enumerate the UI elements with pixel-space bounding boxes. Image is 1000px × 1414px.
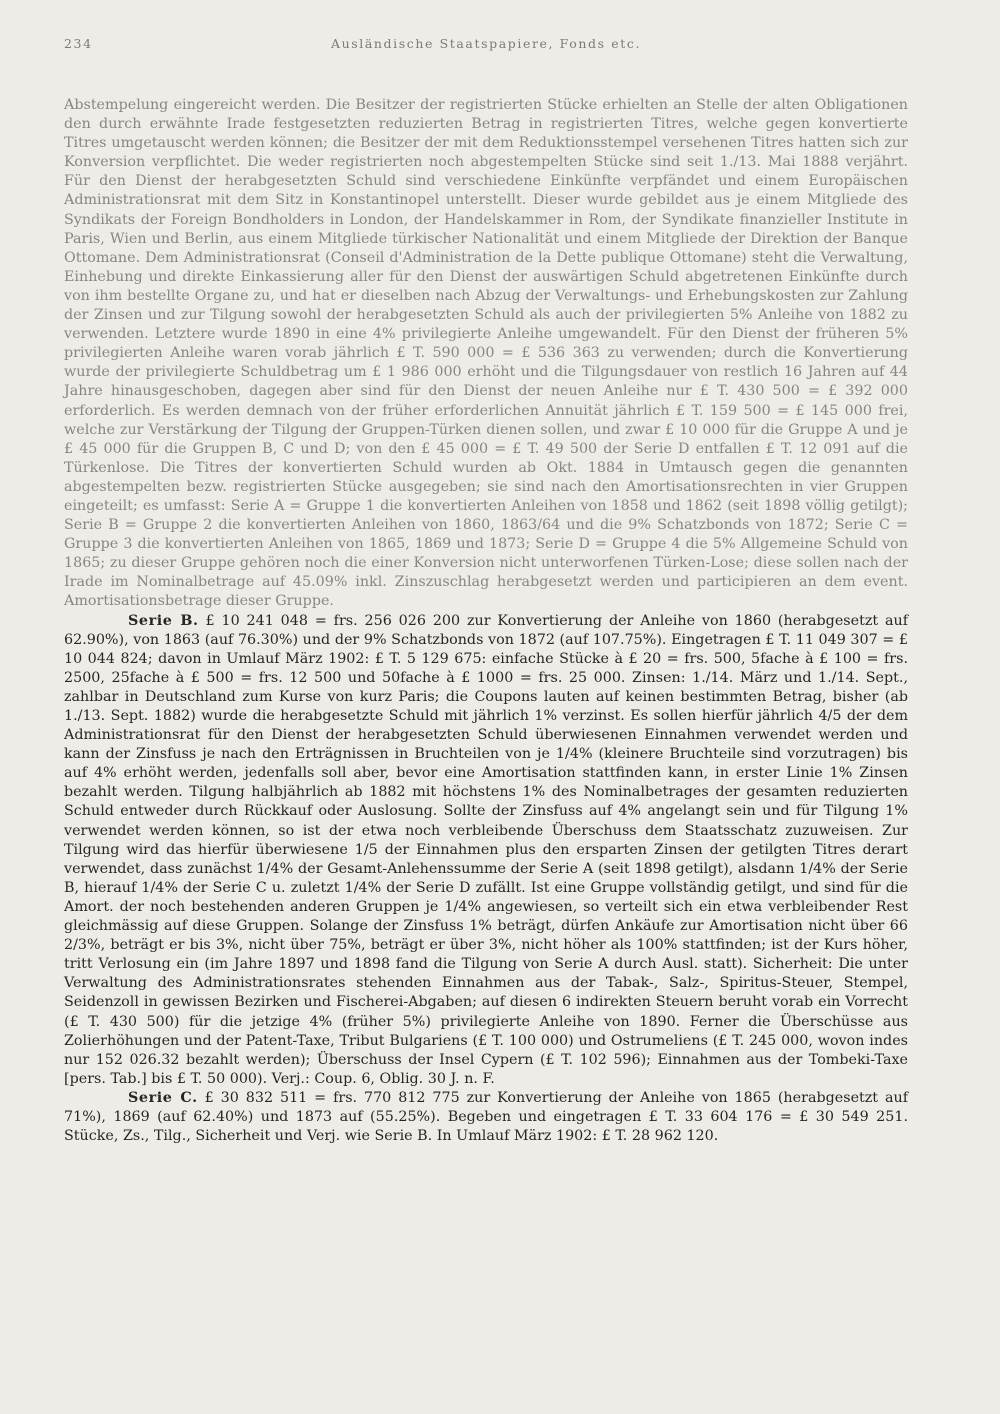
intro-paragraph: Abstempelung eingereicht werden. Die Besitzer der registrierten Stücke erhielten an Stelle der alten Obligationen den durch erwähnte Irade festgesetzten reduzierten Betrag in registrierten Titres, welche gegen konvertierte Titres umgetauscht werden können; die Besitzer der mit dem Reduktionsstempel versehenen Titres hatten sich zur Konversion verpflichtet. Die weder registrierten noch abgestempelten Stücke sind seit 1./13. Mai 1888 verjährt. Für den Dienst der herabgesetzten Schuld sind verschiedene Einkünfte verpfändet und einem Europäischen Administrationsrat mit dem Sitz in Konstantinopel unterstellt. Dieser wurde gebildet aus je einem Mitgliede des Syndikats der Foreign Bondholders in London, der Handelskammer in Rom, der Syndikate finanzieller Institute in Paris, Wien und Berlin, aus einem Mitgliede türkischer Nationalität und einem Mitgliede der Direktion der Banque Ottomane. Dem Administrationsrat (Conseil d'Administration de la Dette publique Ottomane) steht die Verwaltung, Einhebung und direkte Einkassierung aller für den Dienst der auswärtigen Schuld abgetretenen Einkünfte durch von ihm bestellte Organe zu, und hat er dieselben nach Abzug der Verwaltungs- und Erhebungskosten zur Zahlung der Zinsen und zur Tilgung sowohl der herabgesetzten Schuld als auch der privilegierten 5% Anleihe von 1882 zu verwenden. Letztere wurde 1890 in eine 4% privilegierte Anleihe umgewandelt. Für den Dienst der früheren 5% privilegierten Anleihe waren vorab jährlich £ T. 590 000 = £ 536 363 zu verwenden; durch die Konvertierung wurde der privilegierte Schuldbetrag um £ 1 986 000 erhöht und die Tilgungsdauer von restlich 16 Jahren auf 44 Jahre hinausgeschoben, dagegen aber sind für den Dienst der neuen Anleihe nur £ T. 430 500 = £ 392 000 erforderlich. Es werden demnach von der früher erforderlichen Annuität jährlich £ T. 159 500 = £ 145 000 frei, welche zur Verstärkung der Tilgung der Gruppen-Türken dienen sollen, und zwar £ 10 000 für die Gruppe A und je £ 45 000 für die Gruppen B, C und D; von den £ 45 000 = £ T. 49 500 der Serie D entfallen £ T. 12 091 auf die Türkenlose. Die Titres der konvertierten Schuld wurden ab Okt. 1884 in Umtausch gegen die genannten abgestempelten bezw. registrierten Stücke ausgegeben; sie sind nach den Amortisationsrechten in vier Gruppen eingeteilt; es umfasst: Serie A = Gruppe 1 die konvertierten Anleihen von 1858 und 1862 (seit 1898 völlig getilgt); Serie B = Gruppe 2 die konvertierten Anleihen von 1860, 1863/64 und die 9% Schatzbonds von 1872; Serie C = Gruppe 3 die konvertierten Anleihen von 1865, 1869 und 1873; Serie D = Gruppe 4 die 5% Allgemeine Schuld von 1865; zu dieser Gruppe gehören noch die einer Konversion nicht unterworfenen Türken-Lose; diese sollen nach der Irade im Nominalbetrage auf 45.09% inkl. Zinszuschlag herabgesetzt werden und participieren an dem event. Amortisationsbetrage dieser Gruppe. — [64, 97, 908, 610]
serie-b-text: £ 10 241 048 = frs. 256 026 200 zur Konvertierung der Anleihe von 1860 (herabgesetzt auf 62.90%), von 1863 (auf 76.30%) und der 9% Schatzbonds von 1872 (auf 107.75%). Eingetragen £ T. 11 049 307 = £ 10 044 824; davon in Umlauf März 1902: £ T. 5 129 675: einfache Stücke à £ 20 = frs. 500, 5fache à £ 100 = frs. 2500, 25fache à £ 500 = frs. 12 500 und 50fache à £ 1000 = frs. 25 000. Zinsen: 1./14. März und 1./14. Sept., zahlbar in Deutschland zum Kurse von kurz Paris; die Coupons lauten auf keinen bestimmten Betrag, bisher (ab 1./13. Sept. 1882) wurde die herabgesetzte Schuld mit jährlich 1% verzinst. Es sollen hierfür jährlich 4/5 der dem Administrationsrat für den Dienst der herabgesetzten Schuld überwiesenen Einnahmen verwendet werden und kann der Zinsfuss je nach den Erträgnissen in Bruchteilen von je 1/4% (kleinere Bruchteile sind vorzutragen) bis auf 4% erhöht werden, jedenfalls soll aber, bevor eine Amortisation stattfinden kann, in erster Linie 1% Zinsen bezahlt werden. Tilgung halbjährlich ab 1882 mit höchstens 1% des Nominalbetrages der gesamten reduzierten Schuld entweder durch Rückkauf oder Auslosung. Sollte der Zinsfuss auf 4% angelangt sein und für Tilgung 1% verwendet werden können, so ist der etwa noch verbleibende Überschuss dem Staatsschatz zuzuweisen. Zur Tilgung wird das hierfür überwiesene 1/5 der Einnahmen plus den ersparten Zinsen der getilgten Titres derart verwendet, dass zunächst 1/4% der Gesamt-Anlehenssumme der Serie A (seit 1898 getilgt), alsdann 1/4% der Serie B, hierauf 1/4% der Serie C u. zuletzt 1/4% der Serie D zufällt. Ist eine Gruppe vollständig getilgt, und sind für die Amort. der noch bestehenden anderen Gruppen je 1/4% angewiesen, so verteilt sich ein etwa verbleibender Rest gleichmässig auf diese Gruppen. Solange der Zinsfuss 1% beträgt, dürfen Ankäufe zur Amortisation nicht über 66 2/3%, beträgt er bis 3%, nicht über 75%, beträgt er über 3%, nicht höher als 100% stattfinden; ist der Kurs höher, tritt Verlosung ein (im Jahre 1897 und 1898 fand die Tilgung von Serie A durch Ausl. statt). Sicherheit: Die unter Verwaltung des Administrationsrates stehenden Einnahmen aus der Tabak-, Salz-, Spiritus-Steuer, Stempel, Seidenzoll in gewissen Bezirken und Fischerei-Abgaben; auf diesen 6 indirekten Steuern beruht vorab ein Vorrecht (£ T. 430 500) für die jetzige 4% (früher 5%) privilegierte Anleihe von 1890. Ferner die Überschüsse aus Zolierhöhungen und der Patent-Taxe, Tribut Bulgariens (£ T. 100 000) und Ostrumeliens (£ T. 245 000, wovon indes nur 152 026.32 bezahlt werden); Überschuss der Insel Cypern (£ T. 102 596); Einnahmen aus der Tombeki-Taxe [pers. Tab.] bis £ T. 50 000). Verj.: Coup. 6, Oblig. 30 J. n. F. — [64, 612, 908, 1087]
serie-b-paragraph — [64, 612, 908, 1089]
serie-c-paragraph — [64, 1089, 908, 1146]
body-text — [64, 96, 908, 1146]
page-number: 234 — [64, 36, 93, 51]
serie-c-label: Serie C. — [128, 1089, 198, 1106]
serie-c-text: £ 30 832 511 = frs. 770 812 775 zur Konvertierung der Anleihe von 1865 (herabgesetzt auf 71%), 1869 (auf 62.40%) und 1873 auf (55.25%). Begeben und eingetragen £ T. 33 604 176 = £ 30 549 251. Stücke, Zs., Tilg., Sicherheit und Verj. wie Serie B. In Umlauf März 1902: £ T. 28 962 120. — [64, 1089, 908, 1145]
page-header — [64, 36, 908, 60]
running-title: Ausländische Staatspapiere, Fonds etc. — [330, 36, 642, 51]
serie-b-label: Serie B. — [128, 612, 199, 629]
